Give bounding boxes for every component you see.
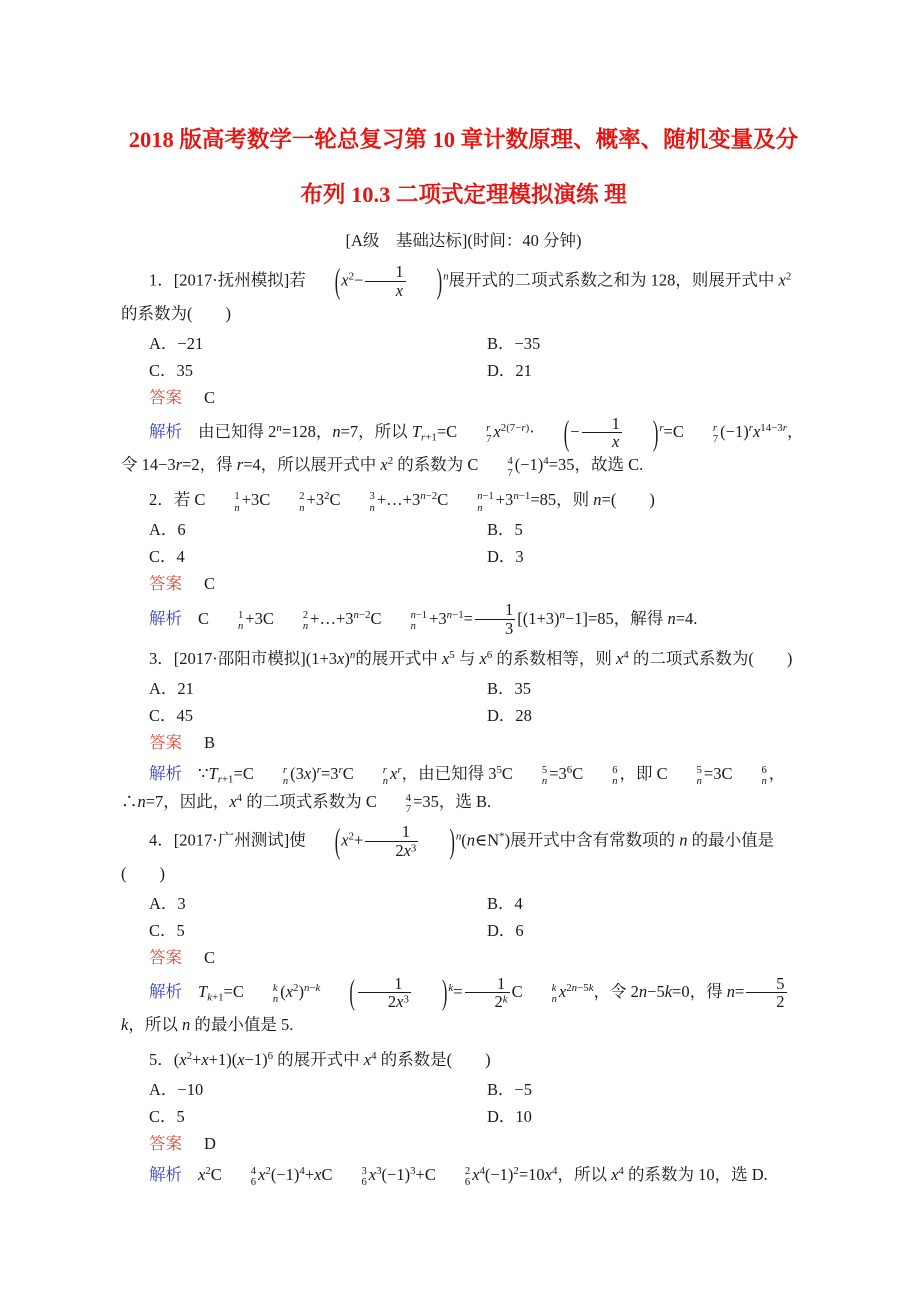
answer-value: B [204,732,216,752]
question-1-option-c: C．35 [149,360,194,380]
question-2-analysis [121,601,806,638]
question-4-options [149,890,806,944]
analysis-label: 解析 [149,763,182,783]
answer-label: 答案 [149,947,182,967]
question-4-option-b: B．4 [487,893,523,913]
question-3 [121,645,806,816]
analysis-content: 由已知得 $2^n=128$，n=7，所以 $T_{r+1}=C$ r 7 $x^{2(7-r)}\cdot$ (− $\frac{1}{x}$ )$^r$=C r 7 $(-1)^rx^{14-3r}$，令 14−3r=2，得 r=4，所以展开式中 $x^2$ 的系数为 C 4 7 $(-1)^4=35$，故选 C. [121,412,804,479]
answer-label: 答案 [149,732,182,752]
question-3-option-b: B．35 [487,678,532,698]
question-3-option-a: A．21 [149,678,194,698]
document-title-line2: 布列 10.3 二项式定理模拟演练 理 [300,182,627,207]
document-title-line1: 2018 版高考数学一轮总复习第 10 章计数原理、概率、随机变量及分 [128,127,799,152]
question-4-option-a: A．3 [149,893,186,913]
question-2 [121,486,806,638]
question-2-option-a: A．6 [149,520,186,540]
question-1-analysis [121,412,806,480]
question-5-option-a: A．−10 [149,1080,204,1100]
document-title [121,112,806,222]
answer-label: 答案 [149,574,182,594]
question-3-answer [149,730,806,756]
question-2-answer [149,571,806,597]
question-2-option-d: D．3 [487,547,524,567]
answer-value: C [204,574,216,594]
answer-value: C [204,947,216,967]
question-1-stem: 1．[2017·抚州模拟]若 ($x^2-$ $\frac{1}{x}$ )$^n$展开式的二项式系数之和为 128，则展开式中 $x^2$ 的系数为( ) [121,260,792,323]
analysis-label: 解析 [149,608,182,628]
question-5-option-c: C．5 [149,1107,185,1127]
question-4-answer [149,945,806,971]
question-2-option-b: B．5 [487,520,523,540]
analysis-content: C 1 n +3C 2 n $+\dots+3^{n-2}C$ n−1 n $+3^{n-1}=$ $\frac{1}{3}$ $[(1+3)^n-1]=85$，解得 n=4. [198,600,698,639]
question-5-option-b: B．−5 [487,1080,533,1100]
question-4-stem: 4．[2017·广州测试]使 ($x^2+$ $\frac{1}{2x^3}$ )$^n$(n∈N*)展开式中含有常数项的 n 的最小值是( ) [121,820,775,883]
question-4-analysis [121,972,806,1040]
question-2-option-c: C．4 [149,547,185,567]
question-5-options [149,1076,806,1130]
answer-label: 答案 [149,387,182,407]
question-2-options [149,516,806,570]
question-3-option-c: C．45 [149,705,194,725]
question-1-options [149,330,806,384]
analysis-content: $x^2C$ 4 6 $x^2(-1)^4+xC$ 3 6 $x^3(-1)^3+C$ 2 6 $x^4(-1)^2=10x^4$，所以 $x^4$ 的系数为 10，选 D. [198,1165,768,1189]
analysis-content: $\because T_{r+1}=C$ r n $(3x)^r=3^rC$ r n $x^r$，由已知得 $3^5C$ 5 n $=3^6C$ 6 n ，即 C 5 n =3C 6 n ，∴n=7，因此，$x^4$ 的二项式系数为 C 4 7 =35，选 B. [121,763,786,816]
question-4-option-c: C．5 [149,920,185,940]
question-1-option-a: A．−21 [149,333,204,353]
question-5-analysis [121,1161,806,1189]
question-4 [121,820,806,1039]
analysis-label: 解析 [149,1165,182,1185]
answer-value: D [204,1134,216,1154]
analysis-label: 解析 [149,422,182,442]
question-1 [121,260,806,479]
question-1-option-b: B．−35 [487,333,541,353]
analysis-label: 解析 [149,982,182,1002]
question-5-answer [149,1131,806,1157]
question-5-stem: 5．$(x^2+x+1)(x-1)^6$ 的展开式中 $x^4$ 的系数是( ) [149,1050,491,1070]
question-3-options [149,675,806,729]
answer-value: C [204,387,216,407]
question-1-option-d: D．21 [487,360,532,380]
analysis-content: $T_{k+1}=C$ k n $(x^2)^{n-k}$ ( $\frac{1}{2x^3}$ )$^k$= $\frac{1}{2^k}$ C k n $x^{2n-5k}$，令 2n−5k=0，得 n= $\frac{5}{2}$ k，所以 n 的最小值是 5. [121,972,785,1035]
question-1-answer [149,385,806,411]
question-3-stem: 3．[2017·邵阳市模拟]$(1+3x)^n$的展开式中 $x^5$ 与 $x^6$ 的系数相等，则 $x^4$ 的二项式系数为( ) [149,648,793,668]
question-3-analysis [121,760,806,816]
question-5 [121,1046,806,1189]
question-5-option-d: D．10 [487,1107,532,1127]
question-2-stem: 2．若 C 1 n +3C 2 n $+3^2C$ 3 n $+\dots+3^{n-2}C$ n−1 n $+3^{n-1}=85$，则 n=( ) [149,490,655,514]
section-header: [A级 基础达标](时间：40 分钟) [345,231,582,250]
question-3-option-d: D．28 [487,705,532,725]
answer-label: 答案 [149,1134,182,1154]
question-4-option-d: D．6 [487,920,524,940]
